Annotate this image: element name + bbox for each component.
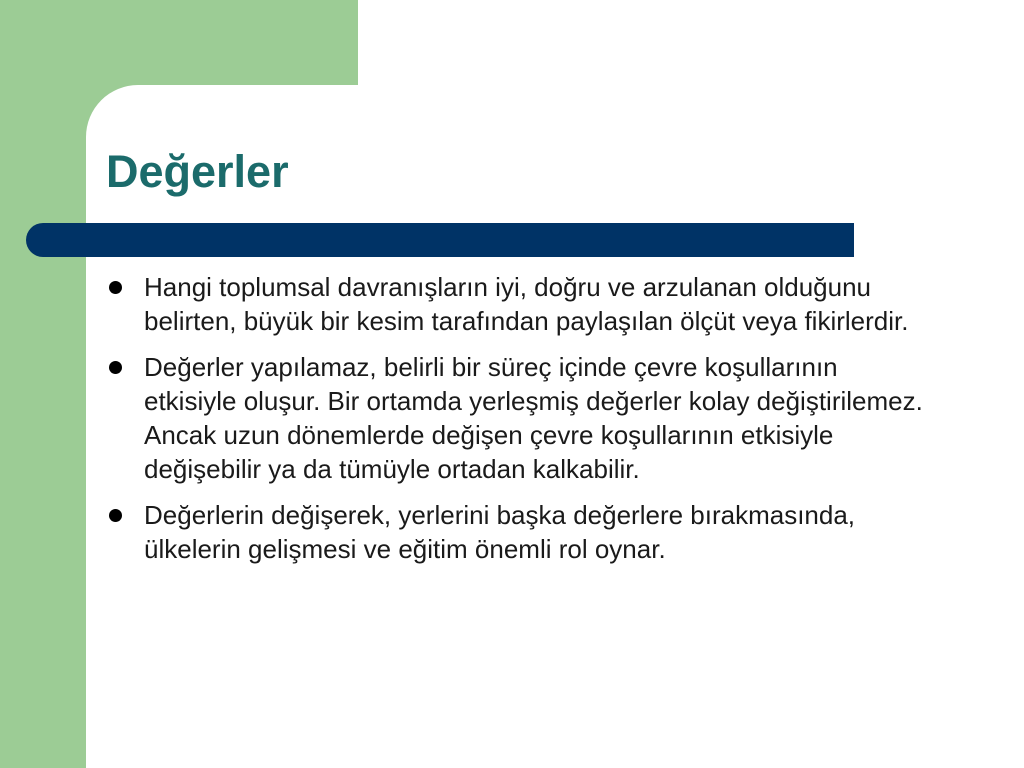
title-underline-bar [26, 223, 854, 257]
bullet-item [106, 350, 926, 486]
bullet-text: Değerler yapılamaz, belirli bir süreç içinde çevre koşullarının etkisiyle oluşur. Bir ortamda yerleşmiş değerler kolay değiştirilemez. Ancak uzun dönemlerde değişen çevre koşullarının etkisiyle değişebilir ya da tümüyle ortadan kalkabilir. [144, 352, 923, 484]
bullet-text: Hangi toplumsal davranışların iyi, doğru ve arzulanan olduğunu belirten, büyük bir kesim tarafından paylaşılan ölçüt veya fikirlerdir. [144, 272, 909, 336]
bullet-item [106, 498, 926, 566]
bullet-text: Değerlerin değişerek, yerlerini başka değerlere bırakmasında, ülkelerin gelişmesi ve eğitim önemli rol oynar. [144, 500, 856, 564]
bullet-item [106, 270, 926, 338]
bullet-dot-icon [109, 361, 122, 374]
bullet-dot-icon [109, 509, 122, 522]
bullet-list [106, 270, 926, 578]
slide-title: Değerler [106, 146, 289, 197]
bullet-dot-icon [109, 281, 122, 294]
